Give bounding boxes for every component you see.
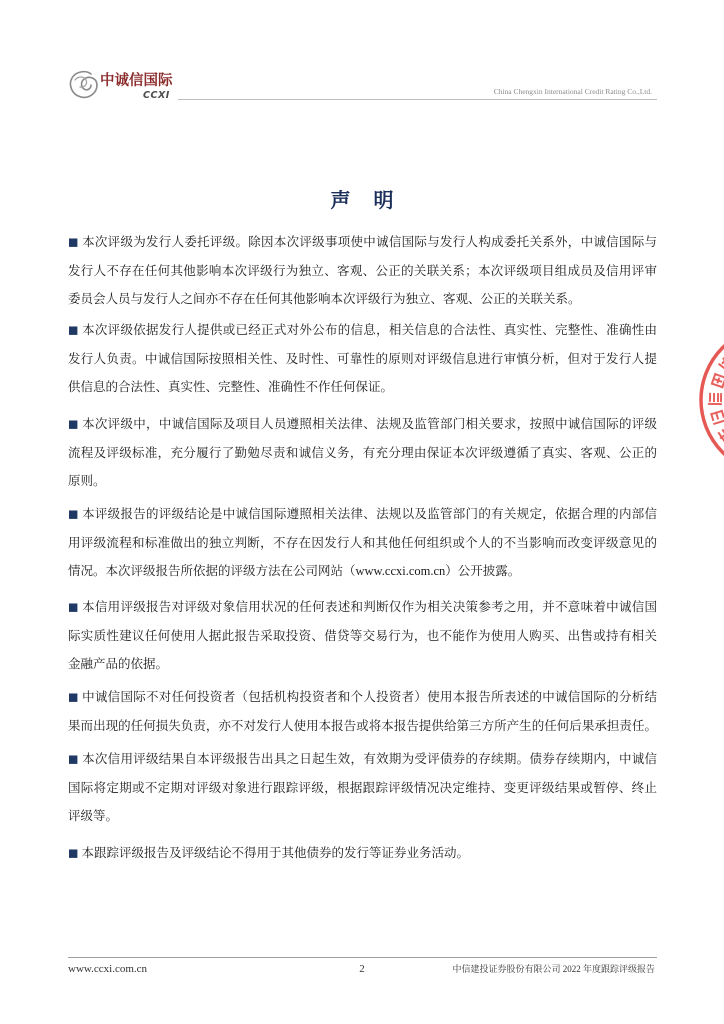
paragraph-line: 情况。本次评级报告所依据的评级方法在公司网站（www.ccxi.com.cn）公开披露。 bbox=[68, 564, 521, 579]
company-seal-icon bbox=[694, 315, 724, 485]
footer-website: www.ccxi.com.cn bbox=[68, 963, 148, 975]
paragraph-text: 本跟踪评级报告及评级结论不得用于其他债券的发行等证券业务活动。 bbox=[81, 846, 470, 860]
paragraph-text: 本次评级为发行人委托评级。除因本次评级事项使中诚信国际与发行人构成委托关系外，中诚信国际与 bbox=[82, 235, 658, 249]
header-divider bbox=[178, 99, 657, 100]
square-bullet-icon: ■ bbox=[68, 417, 79, 431]
paragraph-text: 本次评级中，中诚信国际及项目人员遵照相关法律、法规及监管部门相关要求，按照中诚信国际的评级 bbox=[82, 417, 658, 431]
paragraph-line: 原则。 bbox=[68, 474, 106, 489]
paragraph-line: 评级等。 bbox=[68, 809, 119, 824]
page-title: 声 明 bbox=[330, 188, 402, 212]
paragraph-line bbox=[68, 228, 657, 257]
square-bullet-icon: ■ bbox=[68, 690, 79, 704]
paragraph-line: 国际将定期或不定期对评级对象进行跟踪评级，根据跟踪评级情况决定维持、变更评级结果或暂停、终止 bbox=[68, 780, 657, 795]
page-number: 2 bbox=[359, 963, 365, 975]
paragraph-line bbox=[68, 683, 657, 712]
square-bullet-icon: ■ bbox=[68, 846, 79, 860]
logo-text-abbr: CCXI bbox=[143, 90, 170, 101]
ccxi-swirl-logo-icon bbox=[66, 68, 100, 100]
paragraph-line: 果而出现的任何损失负责，亦不对发行人使用本报告或将本报告提供给第三方所产生的任何后果承担责任。 bbox=[68, 718, 657, 733]
paragraph-line bbox=[68, 410, 657, 439]
statement-paragraph-3 bbox=[68, 410, 657, 495]
statement-paragraph-7 bbox=[68, 745, 657, 830]
paragraph-line bbox=[68, 500, 657, 529]
paragraph-line: 金融产品的依据。 bbox=[68, 657, 169, 672]
paragraph-line: 发行人不存在任何其他影响本次评级行为独立、客观、公正的关联关系；本次评级项目组成员及信用评审 bbox=[68, 263, 657, 278]
statement-paragraph-5 bbox=[68, 593, 657, 678]
paragraph-text: 本次评级依据发行人提供或已经正式对外公布的信息，相关信息的合法性、真实性、完整性、准确性由 bbox=[82, 323, 658, 337]
square-bullet-icon: ■ bbox=[68, 323, 79, 337]
paragraph-line: 际实质性建议任何使用人据此报告采取投资、借贷等交易行为，也不能作为使用人购买、出售或持有相关 bbox=[68, 628, 657, 643]
square-bullet-icon: ■ bbox=[68, 507, 79, 521]
square-bullet-icon: ■ bbox=[68, 600, 79, 614]
paragraph-text: 本评级报告的评级结论是中诚信国际遵照相关法律、法规以及监管部门的有关规定，依据合理的内部信 bbox=[82, 507, 658, 521]
statement-paragraph-1 bbox=[68, 228, 657, 313]
header-company-name: China Chengxin International Credit Rating Co.,Ltd. bbox=[493, 87, 652, 96]
paragraph-line: 用评级流程和标准做出的独立判断，不存在因发行人和其他任何组织或个人的不当影响而改变评级意见的 bbox=[68, 535, 657, 550]
square-bullet-icon: ■ bbox=[68, 752, 79, 766]
square-bullet-icon: ■ bbox=[68, 235, 79, 249]
paragraph-line bbox=[68, 593, 657, 622]
paragraph-line bbox=[68, 316, 657, 345]
statement-paragraph-6 bbox=[68, 683, 657, 740]
paragraph-line: 流程及评级标准，充分履行了勤勉尽责和诚信义务，有充分理由保证本次评级遵循了真实、客观、公正的 bbox=[68, 445, 657, 460]
paragraph-line: 发行人负责。中诚信国际按照相关性、及时性、可靠性的原则对评级信息进行审慎分析，但对于发行人提 bbox=[68, 351, 657, 366]
logo-text-chinese: 中诚信国际 bbox=[100, 73, 173, 89]
statement-paragraph-8 bbox=[68, 839, 657, 868]
paragraph-line: 委员会人员与发行人之间亦不存在任何其他影响本次评级行为独立、客观、公正的关联关系。 bbox=[68, 292, 581, 307]
paragraph-line bbox=[68, 839, 657, 868]
paragraph-text: 中诚信国际不对任何投资者（包括机构投资者和个人投资者）使用本报告所表述的中诚信国际的分析结 bbox=[82, 690, 658, 704]
statement-paragraph-2 bbox=[68, 316, 657, 401]
footer-divider bbox=[68, 957, 657, 958]
paragraph-line bbox=[68, 745, 657, 774]
paragraph-text: 本次信用评级结果自本评级报告出具之日起生效，有效期为受评债券的存续期。债券存续期内，中诚信 bbox=[82, 752, 658, 766]
footer-report-title: 中信建投证券股份有限公司 2022 年度跟踪评级报告 bbox=[452, 964, 655, 974]
paragraph-text: 本信用评级报告对评级对象信用状况的任何表述和判断仅作为相关决策参考之用，并不意味着中诚信国 bbox=[82, 600, 658, 614]
statement-paragraph-4 bbox=[68, 500, 657, 585]
paragraph-line: 供信息的合法性、真实性、完整性、准确性不作任何保证。 bbox=[68, 380, 394, 395]
